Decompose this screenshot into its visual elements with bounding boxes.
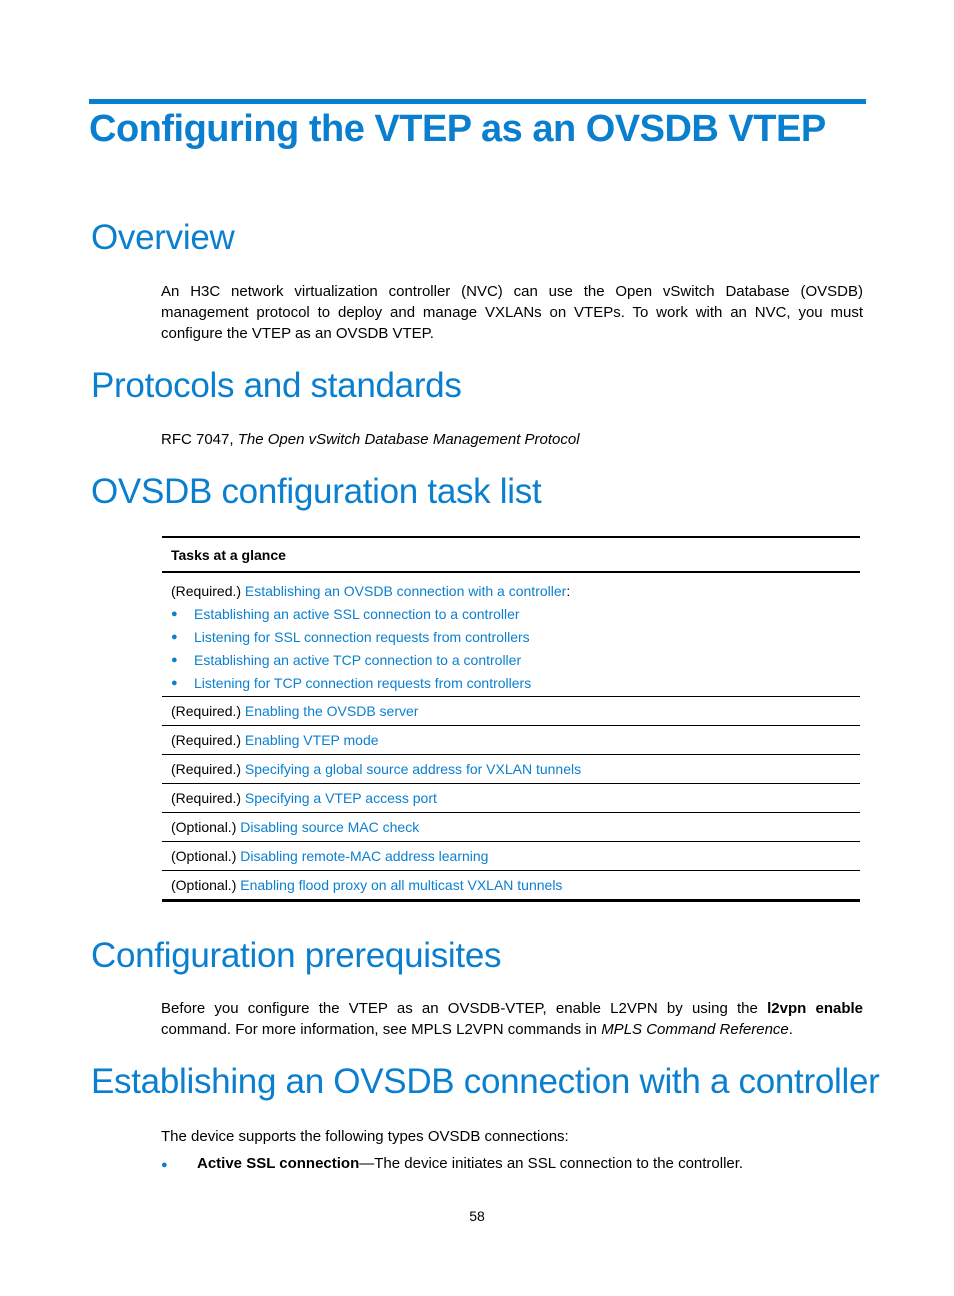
task-link-listening-tcp[interactable]: Listening for TCP connection requests from controllers [194,674,532,691]
table-cell [162,842,860,871]
task-link[interactable]: Enabling VTEP mode [244,732,379,748]
rfc-number: RFC 7047, [161,431,234,448]
table-row [162,726,860,755]
table-row [162,813,860,842]
task-requirement: (Required.) [171,703,242,719]
table-cell [162,572,860,697]
task-link[interactable]: Specifying a global source address for VXLAN tunnels [244,761,582,777]
bullet-icon: ● [161,1159,168,1171]
list-item [171,648,851,671]
task-link-establishing-connection[interactable]: Establishing an OVSDB connection with a controller [244,582,567,599]
list-item [171,625,851,648]
rfc-title: The Open vSwitch Database Management Protocol [237,431,580,448]
task-requirement: (Optional.) [171,819,237,835]
prerequisites-text [161,998,863,1040]
page-number: 58 [469,1208,485,1224]
overview-heading: Overview [91,218,235,257]
task-link[interactable]: Disabling source MAC check [240,819,420,835]
task-suffix: : [566,582,571,599]
task-requirement: (Optional.) [171,877,237,893]
reference-title: MPLS Command Reference [601,1021,789,1038]
prerequisites-heading: Configuration prerequisites [91,936,502,975]
task-requirement: (Required.) [171,790,242,806]
task-table [162,536,860,902]
protocols-heading: Protocols and standards [91,366,462,405]
protocols-text [161,429,863,450]
prereq-text-end: . [788,1021,793,1038]
table-row [162,784,860,813]
task-link[interactable]: Specifying a VTEP access port [244,790,437,806]
table-header: Tasks at a glance [162,537,860,572]
bullet-term: Active SSL connection [197,1155,360,1172]
establishing-heading: Establishing an OVSDB connection with a controller [91,1062,880,1101]
task-list-heading: OVSDB configuration task list [91,472,542,511]
task-requirement: (Optional.) [171,848,237,864]
table-cell [162,813,860,842]
list-item [171,671,851,694]
chapter-rule [89,99,866,104]
table-cell [162,755,860,784]
table-cell [162,697,860,726]
bullet-icon: ● [171,607,178,620]
task-requirement: (Required.) [171,582,242,599]
list-item [171,602,851,625]
list-item [161,1153,863,1176]
task-link-active-ssl[interactable]: Establishing an active SSL connection to a controller [194,605,520,622]
task-link[interactable]: Disabling remote-MAC address learning [240,848,489,864]
table-cell [162,871,860,901]
table-row [162,572,860,697]
task-requirement: (Required.) [171,761,242,777]
bullet-text: —The device initiates an SSL connection to the controller. [359,1155,744,1172]
table-row [162,842,860,871]
overview-text: An H3C network virtualization controller (NVC) can use the Open vSwitch Database (OVSDB) management protocol to deploy and manage VXLANs on VTEPs. To work with an NVC, you must configure the VTEP as an OVSDB VTEP. [161,283,863,342]
command-name: l2vpn enable [767,1000,863,1017]
establishing-intro: The device supports the following types OVSDB connections: [161,1128,569,1145]
chapter-title: Configuring the VTEP as an OVSDB VTEP [89,108,826,150]
prereq-text-middle: command. For more information, see MPLS L2VPN commands in [161,1021,598,1038]
task-link[interactable]: Enabling flood proxy on all multicast VXLAN tunnels [240,877,563,893]
bullet-icon: ● [171,630,178,643]
task-link-active-tcp[interactable]: Establishing an active TCP connection to a controller [194,651,522,668]
prereq-text-start: Before you configure the VTEP as an OVSDB-VTEP, enable L2VPN by using the [161,1000,758,1017]
task-link-listening-ssl[interactable]: Listening for SSL connection requests from controllers [194,628,530,645]
task-requirement: (Required.) [171,732,242,748]
bullet-icon: ● [171,676,178,689]
table-row [162,871,860,901]
bullet-icon: ● [171,653,178,666]
table-row [162,697,860,726]
task-link[interactable]: Enabling the OVSDB server [244,703,419,719]
table-cell [162,726,860,755]
table-row [162,755,860,784]
table-header-row [162,537,860,572]
table-cell [162,784,860,813]
